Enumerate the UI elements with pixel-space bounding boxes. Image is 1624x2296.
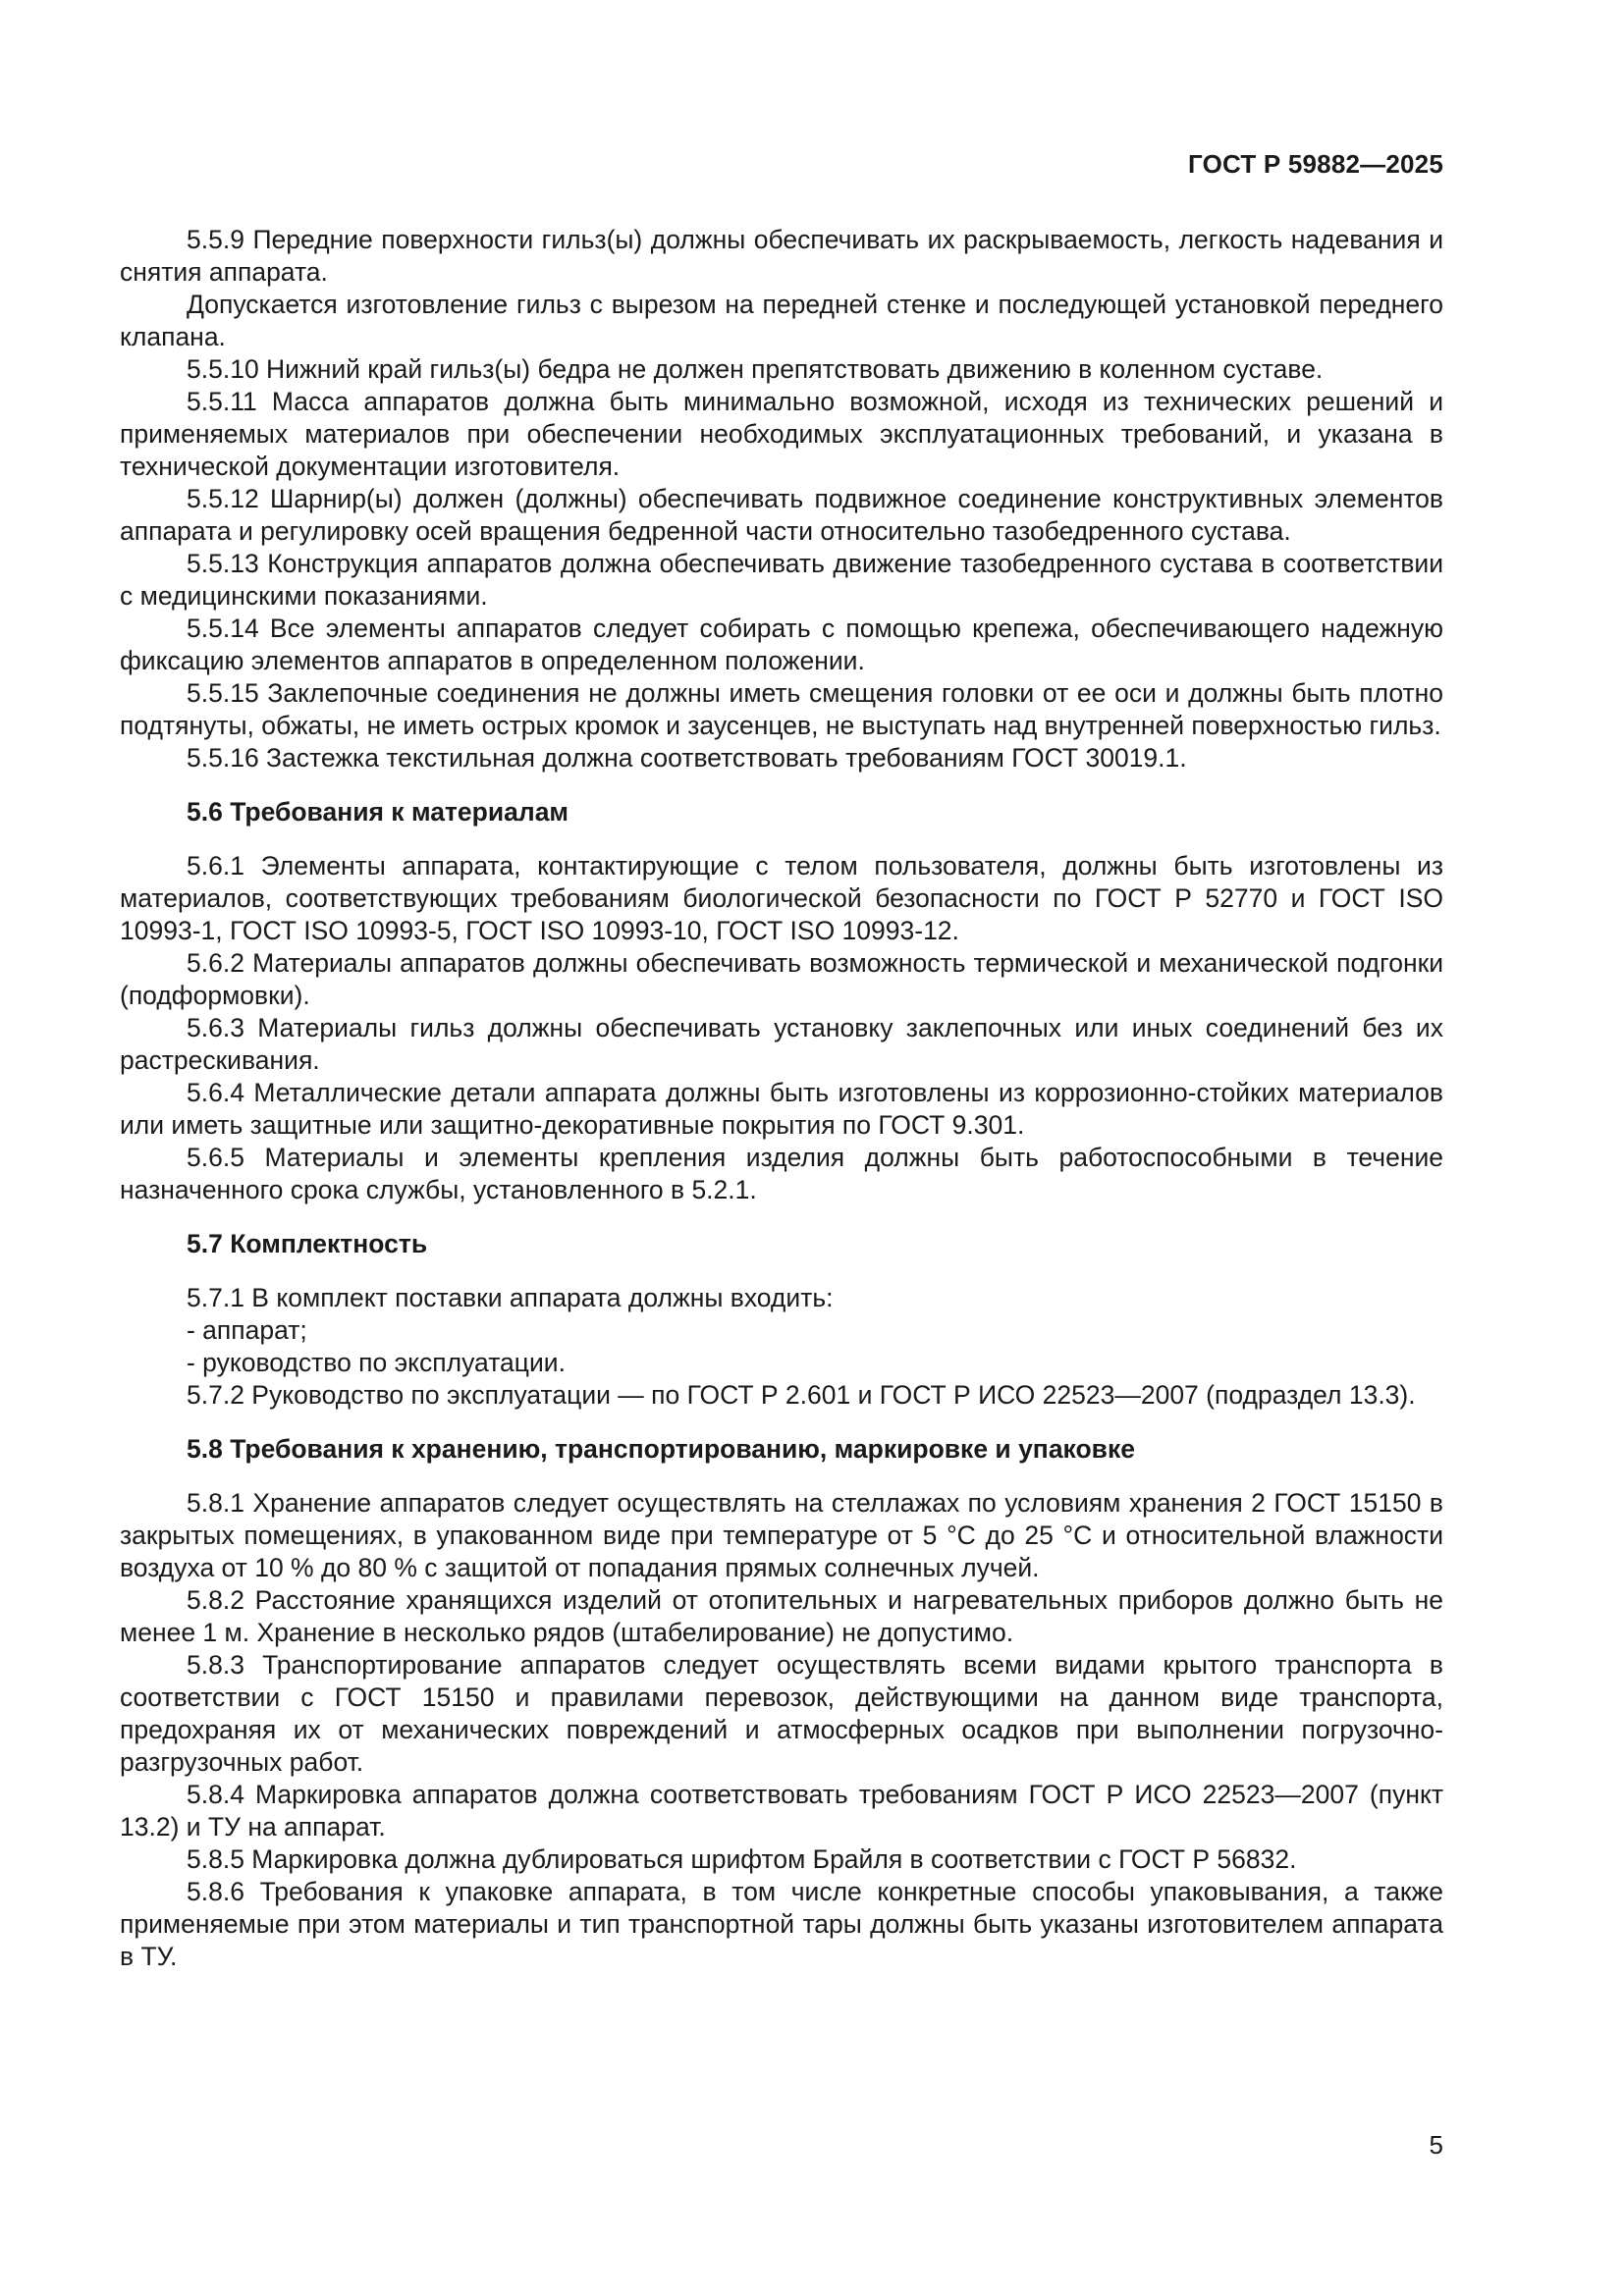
section-heading-5-7: 5.7 Комплектность [187,1229,428,1258]
paragraph-5-5-15: 5.5.15 Заклепочные соединения не должны иметь смещения головки от ее оси и должны быть плотно подтянуты, обжаты, не иметь острых кромок и заусенцев, не выступать над внутренней поверхностью гильз. [120,678,1443,740]
paragraph-5-8-4: 5.8.4 Маркировка аппаратов должна соответствовать требованиям ГОСТ Р ИСО 22523—2007 (пункт 13.2) и ТУ на аппарат. [120,1780,1443,1842]
paragraph-5-6-3: 5.6.3 Материалы гильз должны обеспечивать установку заклепочных или иных соединений без их растрескивания. [120,1013,1443,1075]
paragraph-5-6-5: 5.6.5 Материалы и элементы крепления изделия должны быть работоспособными в течение назначенного срока службы, установленного в 5.2.1. [120,1143,1443,1204]
paragraph-5-6-2: 5.6.2 Материалы аппаратов должны обеспечивать возможность термической и механической подгонки (подформовки). [120,948,1443,1010]
paragraph-5-8-5: 5.8.5 Маркировка должна дублироваться шрифтом Брайля в соответствии с ГОСТ Р 56832. [187,1844,1297,1874]
paragraph-5-8-3: 5.8.3 Транспортирование аппаратов следует осуществлять всеми видами крытого транспорта в соответствии с ГОСТ 15150 и правилами перевозок, действующими на данном виде транспорта, предохраняя их от механических повреждений и атмосферных осадков при выполнении погрузочно-разгрузочных работ. [120,1650,1443,1777]
paragraph-5-5-9-note: Допускается изготовление гильз с вырезом на передней стенке и последующей установкой переднего клапана. [120,290,1443,351]
paragraph-5-8-6: 5.8.6 Требования к упаковке аппарата, в том числе конкретные способы упаковывания, а также применяемые при этом материалы и тип транспортной тары должны быть указаны изготовителем аппарата в ТУ. [120,1877,1443,1971]
list-item: - руководство по эксплуатации. [187,1348,566,1377]
document-id-header: ГОСТ Р 59882—2025 [1188,149,1443,179]
section-heading-5-6: 5.6 Требования к материалам [187,797,569,827]
paragraph-5-5-16: 5.5.16 Застежка текстильная должна соответствовать требованиям ГОСТ 30019.1. [187,743,1187,773]
document-body [120,224,1443,1973]
section-heading-5-8: 5.8 Требования к хранению, транспортированию, маркировке и упаковке [187,1434,1135,1464]
paragraph-5-7-1: 5.7.1 В комплект поставки аппарата должны входить: [187,1283,834,1312]
paragraph-5-5-14: 5.5.14 Все элементы аппаратов следует собирать с помощью крепежа, обеспечивающего надежную фиксацию элементов аппаратов в определенном положении. [120,614,1443,675]
paragraph-5-8-2: 5.8.2 Расстояние хранящихся изделий от отопительных и нагревательных приборов должно быть не менее 1 м. Хранение в несколько рядов (штабелирование) не допустимо. [120,1585,1443,1647]
paragraph-5-5-9: 5.5.9 Передние поверхности гильз(ы) должны обеспечивать их раскрываемость, легкость надевания и снятия аппарата. [120,225,1443,287]
paragraph-5-5-10: 5.5.10 Нижний край гильз(ы) бедра не должен препятствовать движению в коленном суставе. [187,354,1324,384]
paragraph-5-5-13: 5.5.13 Конструкция аппаратов должна обеспечивать движение тазобедренного сустава в соответствии с медицинскими показаниями. [120,549,1443,611]
list-item: - аппарат; [187,1315,307,1345]
page-number: 5 [1429,2130,1443,2160]
paragraph-5-6-4: 5.6.4 Металлические детали аппарата должны быть изготовлены из коррозионно-стойких материалов или иметь защитные или защитно-декоративные покрытия по ГОСТ 9.301. [120,1078,1443,1140]
paragraph-5-5-11: 5.5.11 Масса аппаратов должна быть минимально возможной, исходя из технических решений и применяемых материалов при обеспечении необходимых эксплуатационных требований, и указана в технической документации изготовителя. [120,387,1443,481]
paragraph-5-6-1: 5.6.1 Элементы аппарата, контактирующие с телом пользователя, должны быть изготовлены из материалов, соответствующих требованиям биологической безопасности по ГОСТ Р 52770 и ГОСТ ISO 10993-1, ГОСТ ISO 10993-5, ГОСТ ISO 10993-10, ГОСТ ISO 10993-12. [120,851,1443,945]
paragraph-5-5-12: 5.5.12 Шарнир(ы) должен (должны) обеспечивать подвижное соединение конструктивных элементов аппарата и регулировку осей вращения бедренной части относительно тазобедренного сустава. [120,484,1443,546]
paragraph-5-8-1: 5.8.1 Хранение аппаратов следует осуществлять на стеллажах по условиям хранения 2 ГОСТ 15150 в закрытых помещениях, в упакованном виде при температуре от 5 °С до 25 °С и относительной влажности воздуха от 10 % до 80 % с защитой от попадания прямых солнечных лучей. [120,1488,1443,1582]
paragraph-5-7-2: 5.7.2 Руководство по эксплуатации — по ГОСТ Р 2.601 и ГОСТ Р ИСО 22523—2007 (подраздел 13.3). [187,1380,1416,1410]
